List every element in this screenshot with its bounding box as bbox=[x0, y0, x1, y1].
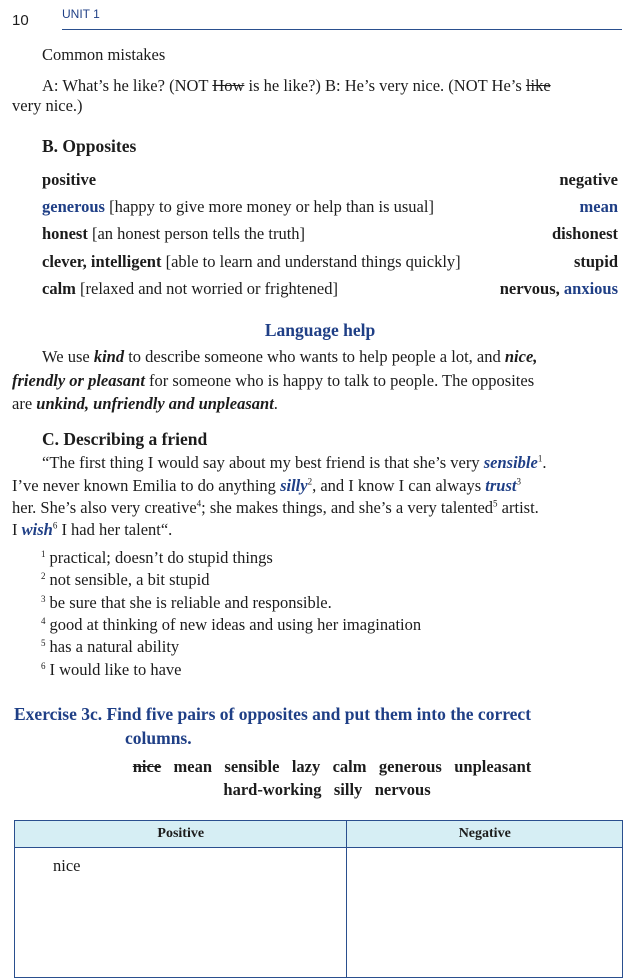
footnote-text: not sensible, a bit stupid bbox=[49, 570, 210, 589]
df-wish: wish bbox=[21, 520, 53, 539]
describing-line-3 bbox=[12, 498, 539, 518]
exercise-title-line-1: Exercise 3c. Find five pairs of opposites and put them into the correct bbox=[14, 704, 532, 724]
opposites-column-headers bbox=[42, 170, 618, 192]
negative-answer-cell[interactable] bbox=[347, 848, 623, 978]
df-text: “The first thing I would say about my best friend is that she’s very bbox=[42, 453, 484, 472]
footnote-text: good at thinking of new ideas and using her imagination bbox=[49, 615, 422, 634]
footnote-number: 4 bbox=[41, 615, 46, 626]
footnote-number: 1 bbox=[41, 548, 46, 559]
footnote-ref: 6 bbox=[52, 520, 58, 531]
df-text: , and I know I can always bbox=[312, 476, 486, 495]
language-help-line-1 bbox=[42, 347, 537, 367]
opp-opposite bbox=[500, 279, 618, 299]
df-text: I had her talent“. bbox=[57, 520, 173, 539]
word-unpleasant: unpleasant bbox=[454, 757, 532, 776]
lh-friendly: friendly or pleasant bbox=[12, 371, 145, 390]
footnote-number: 5 bbox=[41, 637, 46, 648]
footnote-number: 6 bbox=[41, 660, 46, 671]
lh-text: We use bbox=[42, 347, 94, 366]
describing-line-4 bbox=[12, 520, 172, 540]
page-number: 10 bbox=[12, 12, 29, 29]
word-silly: silly bbox=[333, 780, 363, 799]
describing-line-1 bbox=[42, 453, 546, 473]
df-text: . bbox=[542, 453, 547, 472]
opp-word: generous bbox=[42, 197, 105, 216]
footnote-text: practical; doesn’t do stupid things bbox=[49, 548, 273, 567]
footnote-ref: 3 bbox=[516, 476, 521, 487]
footnote-text: has a natural ability bbox=[49, 637, 180, 656]
positive-label: positive bbox=[42, 170, 97, 189]
footnote-ref: 5 bbox=[493, 498, 498, 509]
lh-text: . bbox=[273, 394, 278, 413]
column-header-negative: Negative bbox=[347, 821, 623, 848]
opp-word: honest bbox=[42, 224, 88, 243]
exercise-title-line-2: columns. bbox=[125, 728, 192, 748]
word-generous: generous bbox=[378, 757, 442, 776]
describing-heading: C. Describing a friend bbox=[42, 429, 208, 449]
footnote-3 bbox=[41, 593, 332, 613]
opposites-row-calm bbox=[42, 279, 618, 301]
opposites-row-honest bbox=[42, 224, 618, 246]
word-bank-line-1 bbox=[0, 757, 640, 777]
describing-line-2 bbox=[12, 476, 521, 496]
column-header-positive: Positive bbox=[15, 821, 347, 848]
df-silly: silly bbox=[280, 476, 308, 495]
footnote-text: I would like to have bbox=[49, 660, 182, 679]
opp-definition: [happy to give more money or help than is usual] bbox=[104, 197, 434, 216]
word-hard-working: hard-working bbox=[223, 780, 322, 799]
cm-strike-like: like bbox=[525, 76, 551, 95]
footnote-ref: 4 bbox=[196, 498, 202, 509]
language-help-line-2 bbox=[12, 371, 534, 391]
footnote-5 bbox=[41, 637, 179, 657]
opp-definition: [able to learn and understand things quickly] bbox=[161, 252, 461, 271]
df-trust: trust bbox=[485, 476, 517, 495]
footnote-6 bbox=[41, 660, 181, 680]
lh-kind: kind bbox=[93, 347, 125, 366]
word-nice: nice bbox=[132, 757, 162, 776]
footnote-text: be sure that she is reliable and responsible. bbox=[49, 593, 332, 612]
common-mistakes-line-2: very nice.) bbox=[12, 96, 83, 115]
opp-opposite: mean bbox=[579, 197, 618, 216]
word-mean: mean bbox=[173, 757, 213, 776]
df-sensible: sensible bbox=[483, 453, 538, 472]
answer-table bbox=[14, 820, 623, 978]
lh-text: are bbox=[12, 394, 37, 413]
opp-word: clever, intelligent bbox=[42, 252, 162, 271]
opposites-row-generous bbox=[42, 197, 618, 219]
cm-text-a: A: What’s he like? (NOT bbox=[42, 76, 213, 95]
df-text: artist. bbox=[497, 498, 539, 517]
negative-label: negative bbox=[559, 170, 618, 189]
opp-word: calm bbox=[42, 279, 76, 298]
common-mistakes-line-1 bbox=[42, 76, 551, 96]
opp-opposite-b: anxious bbox=[563, 279, 618, 298]
opp-definition: [an honest person tells the truth] bbox=[87, 224, 306, 243]
lh-text: to describe someone who wants to help people a lot, and bbox=[124, 347, 505, 366]
opposites-heading: B. Opposites bbox=[42, 136, 137, 156]
opposites-row-clever bbox=[42, 252, 618, 274]
header-rule bbox=[62, 29, 622, 30]
footnote-ref: 1 bbox=[537, 453, 543, 464]
df-text: her. She’s also very creative bbox=[12, 498, 197, 517]
footnote-number: 2 bbox=[41, 570, 46, 581]
df-text: I’ve never known Emilia to do anything bbox=[12, 476, 281, 495]
footnote-ref: 2 bbox=[307, 476, 313, 487]
opp-opposite-a: nervous, bbox=[499, 279, 564, 298]
word-bank-line-2 bbox=[0, 780, 640, 800]
language-help-heading: Language help bbox=[264, 320, 376, 340]
word-lazy: lazy bbox=[291, 757, 321, 776]
footnote-number: 3 bbox=[41, 593, 46, 604]
lh-nice: nice, bbox=[504, 347, 538, 366]
cm-text-b: is he like?) B: He’s very nice. (NOT He’s bbox=[244, 76, 526, 95]
word-nervous: nervous bbox=[374, 780, 431, 799]
language-help-line-3 bbox=[12, 394, 278, 414]
word-sensible: sensible bbox=[224, 757, 280, 776]
footnote-1 bbox=[41, 548, 273, 568]
cm-strike-how: How bbox=[212, 76, 245, 95]
unit-label: UNIT 1 bbox=[62, 7, 100, 21]
positive-answer-cell[interactable]: nice bbox=[15, 848, 347, 978]
lh-text: for someone who is happy to talk to people. The opposites bbox=[144, 371, 535, 390]
df-text: ; she makes things, and she’s a very talented bbox=[201, 498, 494, 517]
lh-unkind: unkind, unfriendly and unpleasant bbox=[36, 394, 274, 413]
opp-opposite: dishonest bbox=[551, 224, 618, 243]
word-calm: calm bbox=[332, 757, 367, 776]
df-text: I bbox=[12, 520, 22, 539]
footnote-4 bbox=[41, 615, 421, 635]
opp-definition: [relaxed and not worried or frightened] bbox=[75, 279, 338, 298]
common-mistakes-heading: Common mistakes bbox=[42, 45, 166, 64]
footnote-2 bbox=[41, 570, 209, 590]
opp-opposite: stupid bbox=[573, 252, 618, 271]
